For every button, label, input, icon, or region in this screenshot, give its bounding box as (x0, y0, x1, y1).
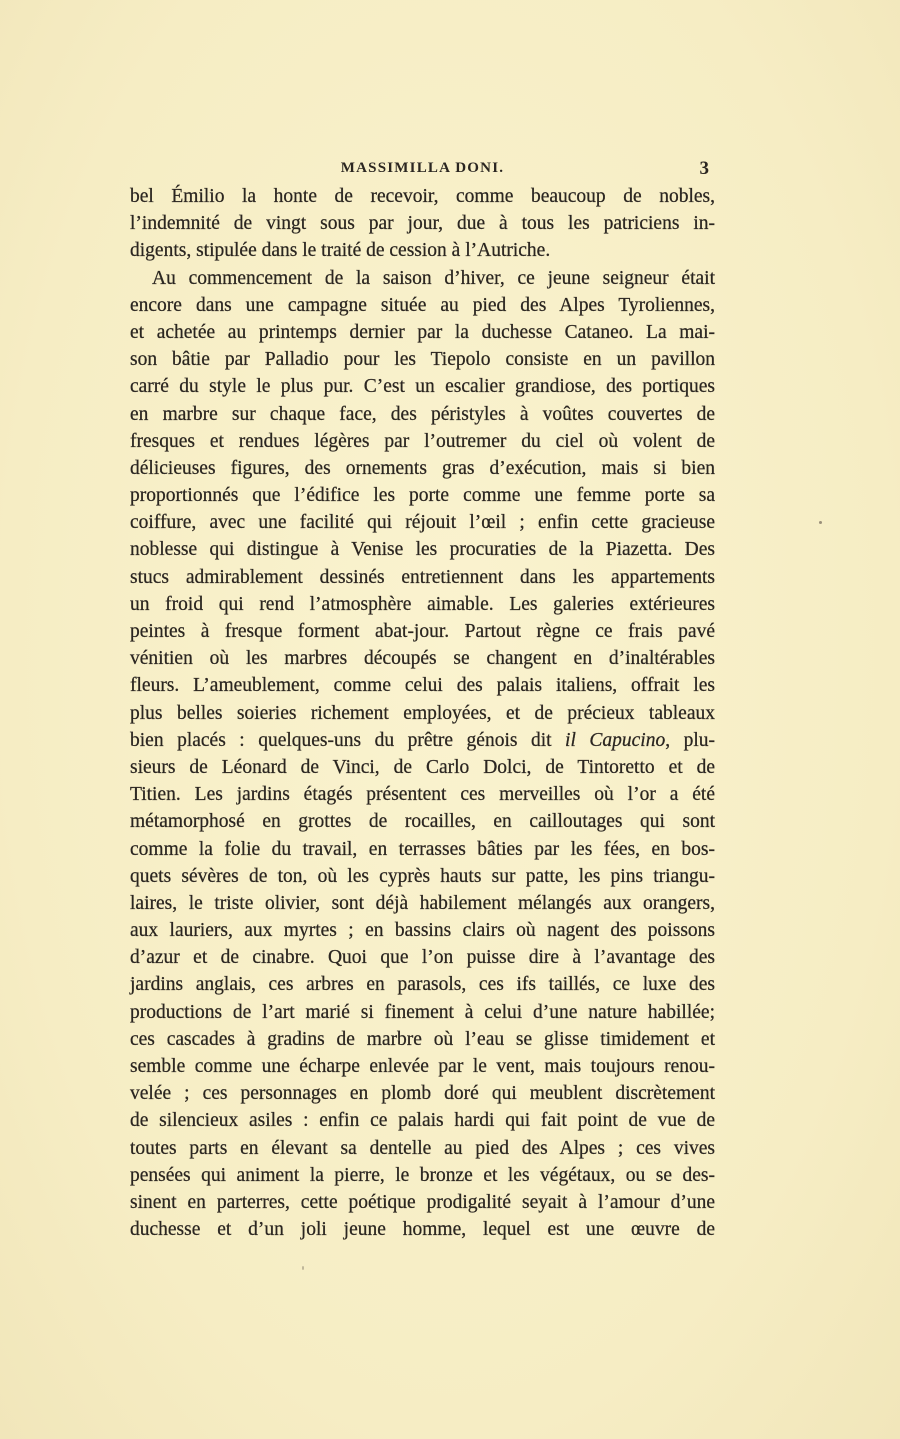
text-segment: Titien. Les jardins étagés présentent ces merveilles où l’or a été (130, 784, 715, 806)
text-line (130, 863, 715, 890)
text-segment: en marbre sur chaque face, des péristyles à voûtes couvertes de (130, 403, 715, 425)
text-segment: sieurs de Léonard de Vinci, de Carlo Dolci, de Tintoretto et de (130, 756, 715, 778)
text-line (130, 645, 715, 672)
text-line (130, 319, 715, 346)
text-segment: vénitien où les marbres découpés se changent en d’inaltérables (130, 648, 715, 670)
text-segment: son bâtie par Palladio pour les Tiepolo consiste en un pavillon (130, 349, 715, 371)
text-line (130, 401, 715, 428)
text-line (130, 1135, 715, 1162)
text-line (130, 999, 715, 1026)
text-segment: sinent en parterres, cette poétique prodigalité seyait à l’amour d’une (130, 1191, 715, 1213)
text-line (130, 836, 715, 863)
text-line (130, 428, 715, 455)
text-line (130, 1053, 715, 1080)
text-line (130, 944, 715, 971)
text-segment: quets sévères de ton, où les cyprès hauts sur patte, les pins triangu- (130, 865, 715, 887)
text-line (130, 346, 715, 373)
text-segment: semble comme une écharpe enlevée par le vent, mais toujours renou- (130, 1056, 715, 1077)
text-segment: et achetée au printemps dernier par la duchesse Cataneo. La mai- (130, 321, 715, 343)
text-line (130, 455, 715, 482)
running-head (130, 158, 715, 180)
text-line (130, 1080, 715, 1107)
text-line (130, 482, 715, 509)
text-segment: plus belles soieries richement employées, et de précieux tableaux (130, 702, 715, 724)
text-line (130, 509, 715, 536)
page-number: 3 (699, 158, 709, 179)
text-segment: peintes à fresque forment abat-jour. Partout règne ce frais pavé (130, 621, 715, 642)
italic-text: il Capucino (565, 729, 666, 751)
text-line (130, 292, 715, 319)
text-segment: bien placés : quelques-uns du prêtre génois dit (130, 729, 566, 751)
text-line (130, 564, 715, 591)
paper-speck (302, 1266, 304, 1270)
text-line (130, 1107, 715, 1134)
text-segment: fleurs. L’ameublement, comme celui des palais italiens, offrait les (130, 675, 715, 697)
text-line (130, 971, 715, 998)
paper-speck (819, 521, 822, 524)
text-segment: délicieuses figures, des ornements gras d’exécution, mais si bien (130, 457, 715, 479)
text-segment: fresques et rendues légères par l’outremer du ciel où volent de (130, 430, 715, 452)
text-line (130, 210, 715, 237)
text-line (130, 1216, 715, 1243)
text-segment: ces cascades à gradins de marbre où l’eau se glisse timidement et (130, 1028, 715, 1050)
text-segment: pensées qui animent la pierre, le bronze et les végétaux, ou se des- (130, 1164, 715, 1186)
text-segment: métamorphosé en grottes de rocailles, en cailloutages qui sont (130, 811, 715, 833)
text-segment: proportionnés que l’édifice les porte comme une femme porte sa (130, 485, 715, 507)
text-line (130, 727, 715, 754)
text-line (130, 754, 715, 781)
text-line (130, 781, 715, 808)
text-line (130, 1162, 715, 1189)
text-segment: bel Émilio la honte de recevoir, comme beaucoup de nobles, (130, 186, 715, 207)
text-segment: toutes parts en élevant sa dentelle au pied des Alpes ; ces vives (130, 1137, 715, 1159)
text-segment: un froid qui rend l’atmosphère aimable. Les galeries extérieures (130, 593, 715, 615)
text-line (130, 265, 715, 292)
text-segment: digents, stipulée dans le traité de cession à l’Autriche. (130, 240, 551, 262)
text-line (130, 536, 715, 563)
running-title: MASSIMILLA DONI. (340, 160, 505, 176)
body-text (130, 183, 715, 1243)
text-line (130, 183, 715, 210)
text-line (130, 237, 715, 264)
text-line (130, 373, 715, 400)
text-line (130, 890, 715, 917)
text-segment: coiffure, avec une facilité qui réjouit l’œil ; enfin cette gracieuse (130, 512, 715, 534)
text-segment: noblesse qui distingue à Venise les procuraties de la Piazetta. Des (130, 539, 715, 561)
text-line (130, 618, 715, 645)
text-segment: Au commencement de la saison d’hiver, ce jeune seigneur était (152, 267, 715, 289)
text-line (130, 917, 715, 944)
text-line (130, 1026, 715, 1053)
text-segment: laires, le triste olivier, sont déjà habilement mélangés aux orangers, (130, 892, 715, 914)
text-line (130, 1189, 715, 1216)
text-line (130, 591, 715, 618)
text-line (130, 808, 715, 835)
text-segment: , plu- (665, 729, 716, 751)
text-line (130, 672, 715, 699)
text-segment: duchesse et d’un joli jeune homme, lequel est une œuvre de (130, 1219, 715, 1241)
text-segment: carré du style le plus pur. C’est un escalier grandiose, des portiques (130, 376, 715, 398)
text-segment: encore dans une campagne située au pied des Alpes Tyroliennes, (130, 294, 715, 316)
text-segment: velée ; ces personnages en plomb doré qui meublent discrètement (130, 1083, 715, 1105)
text-segment: stucs admirablement dessinés entretiennent dans les appartements (130, 566, 715, 588)
text-segment: comme la folie du travail, en terrasses bâties par les fées, en bos- (130, 838, 715, 860)
text-segment: de silencieux asiles : enfin ce palais hardi qui fait point de vue de (130, 1110, 715, 1132)
text-segment: jardins anglais, ces arbres en parasols, ces ifs taillés, ce luxe des (130, 974, 715, 996)
text-segment: d’azur et de cinabre. Quoi que l’on puisse dire à l’avantage des (130, 947, 715, 969)
text-segment: aux lauriers, aux myrtes ; en bassins clairs où nagent des poissons (130, 920, 715, 942)
text-line (130, 700, 715, 727)
text-segment: productions de l’art marié si finement à celui d’une nature habillée; (130, 1001, 715, 1023)
text-segment: l’indemnité de vingt sous par jour, due à tous les patriciens in- (130, 213, 715, 235)
